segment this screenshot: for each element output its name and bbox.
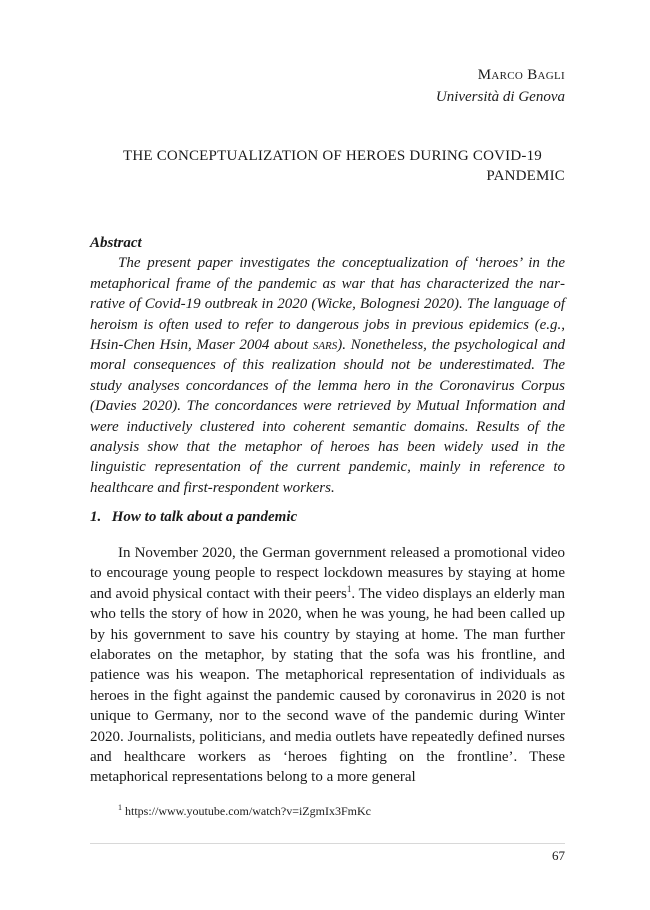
section-title: How to talk about a pandemic xyxy=(111,509,298,525)
abstract-text-part2: ). Nonetheless, the psychological and moral consequences of this realization should not be underestimated. The study analyses concordances of the lemma hero in the Coronavirus Corpus (Davies 2020). The concordances were retrieved by Mutual Information and were inductively clustered into coherent semantic domains. Results of the analysis show that the metaphor of heroes has been widely used in the linguistic representation of the current pandemic, mainly in reference to healthcare and first-respondent workers. xyxy=(90,337,565,496)
body-text-part1: In November 2020, the German government released a promotional video to encourage young people to respect lockdown measures by staying at home and avoid physical contact with their peers xyxy=(90,545,565,602)
author-affiliation: Università di Genova xyxy=(435,89,565,105)
paper-title-line1: THE CONCEPTUALIZATION OF HEROES DURING COVID-19 xyxy=(123,148,542,164)
paper-title-line2: PANDEMIC xyxy=(486,168,565,184)
body-paragraph xyxy=(90,543,565,788)
footnote-url[interactable]: https://www.youtube.com/watch?v=iZgmIx3FmKc xyxy=(125,804,371,818)
footnote xyxy=(118,804,371,819)
abstract-sars-acronym: sars xyxy=(312,337,338,354)
footer-rule xyxy=(90,843,565,844)
author-name: Marco Bagli xyxy=(477,67,565,83)
abstract-text-part1: The present paper investigates the conceptualization of ‘heroes’ in the metaphorical frame of the pandemic as war that has characterized the narrative of Covid-19 outbreak in 2020 (Wicke, Bolognesi 2020). The language of heroism is often used to refer to dangerous jobs in previous epidemics (e.g., Hsin-Chen Hsin, Maser 2004 about xyxy=(90,255,565,354)
body-text-part2: . The video displays an elderly man who tells the story of how in 2020, when he was young, he had been called up by his government to save his country by staying at home. The man further elaborates on the metaphor, by stating that the sofa was his frontline, and patience was his weapon. The metaphorical representation of individuals as heroes in the fight against the pandemic caused by coronavirus in 2020 is not unique to Germany, nor to the second wave of the pandemic during Winter 2020. Journalists, politicians, and media outlets have repeatedly defined nurses and healthcare workers as ‘heroes fighting on the frontline’. These metaphorical representations belong to a more general xyxy=(90,585,565,786)
section-heading xyxy=(90,509,297,526)
paper-title xyxy=(90,146,565,186)
abstract-section xyxy=(90,233,565,498)
section-number: 1. xyxy=(90,509,102,525)
footnote-reference[interactable]: 1 xyxy=(346,583,352,594)
author-block xyxy=(436,64,565,108)
abstract-text xyxy=(90,253,565,498)
abstract-heading: Abstract xyxy=(90,235,142,251)
footnote-mark: 1 xyxy=(118,803,122,812)
page-number: 67 xyxy=(552,848,565,863)
